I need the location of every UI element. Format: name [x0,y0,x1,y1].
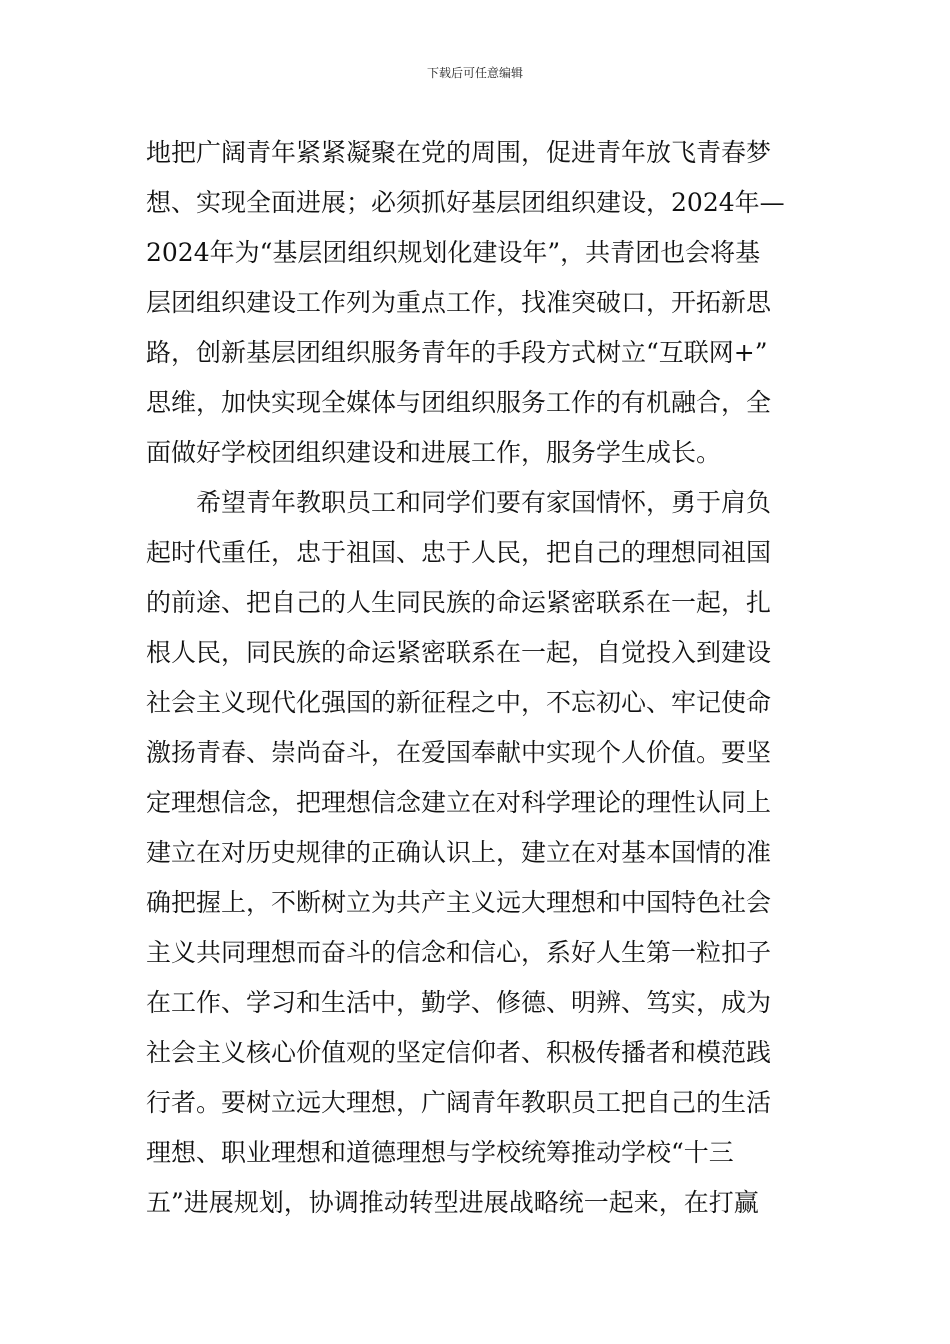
text-line: 定理想信念，把理想信念建立在对科学理论的理性认同上 [146,788,772,817]
page-header-note: 下载后可任意编辑 [426,66,523,80]
paragraph-1 [146,128,811,478]
text-line: 思维，加快实现全媒体与团组织服务工作的有机融合，全 [146,388,772,417]
text-line: 理想、职业理想和道德理想与学校统筹推动学校“十三 [146,1138,734,1167]
text-line: 希望青年教职员工和同学们要有家国情怀，勇于肩负 [196,488,772,517]
text-line: 面做好学校团组织建设和进展工作，服务学生成长。 [146,438,722,467]
text-line: 想、实现全面进展；必须抓好基层团组织建设，2024年— [146,188,785,217]
text-line: 根人民，同民族的命运紧密联系在一起，自觉投入到建设 [146,638,772,667]
text-line: 激扬青春、崇尚奋斗，在爱国奉献中实现个人价值。要坚 [146,738,772,767]
text-line: 在工作、学习和生活中，勤学、修德、明辨、笃实，成为 [146,988,772,1017]
text-line: 主义共同理想而奋斗的信念和信心，系好人生第一粒扣子 [146,938,772,967]
text-line: 行者。要树立远大理想，广阔青年教职员工把自己的生活 [146,1088,772,1117]
text-line: 的前途、把自己的人生同民族的命运紧密联系在一起，扎 [146,588,772,617]
text-line: 建立在对历史规律的正确认识上，建立在对基本国情的准 [146,838,772,867]
text-line: 起时代重任，忠于祖国、忠于人民，把自己的理想同祖国 [146,538,772,567]
text-line: 确把握上，不断树立为共产主义远大理想和中国特色社会 [146,888,772,917]
document-body [146,128,811,1228]
text-line: 社会主义核心价值观的坚定信仰者、积极传播者和模范践 [146,1038,772,1067]
text-line: 社会主义现代化强国的新征程之中，不忘初心、牢记使命 [146,688,772,717]
text-line: 层团组织建设工作列为重点工作，找准突破口，开拓新思 [146,288,772,317]
text-line: 路，创新基层团组织服务青年的手段方式树立“互联网+” [146,338,768,367]
text-line: 五”进展规划，协调推动转型进展战略统一起来，在打赢 [146,1188,759,1217]
paragraph-2 [146,478,811,1228]
text-line: 地把广阔青年紧紧凝聚在党的周围，促进青年放飞青春梦 [146,138,772,167]
text-line: 2024年为“基层团组织规划化建设年”，共青团也会将基 [146,238,761,267]
